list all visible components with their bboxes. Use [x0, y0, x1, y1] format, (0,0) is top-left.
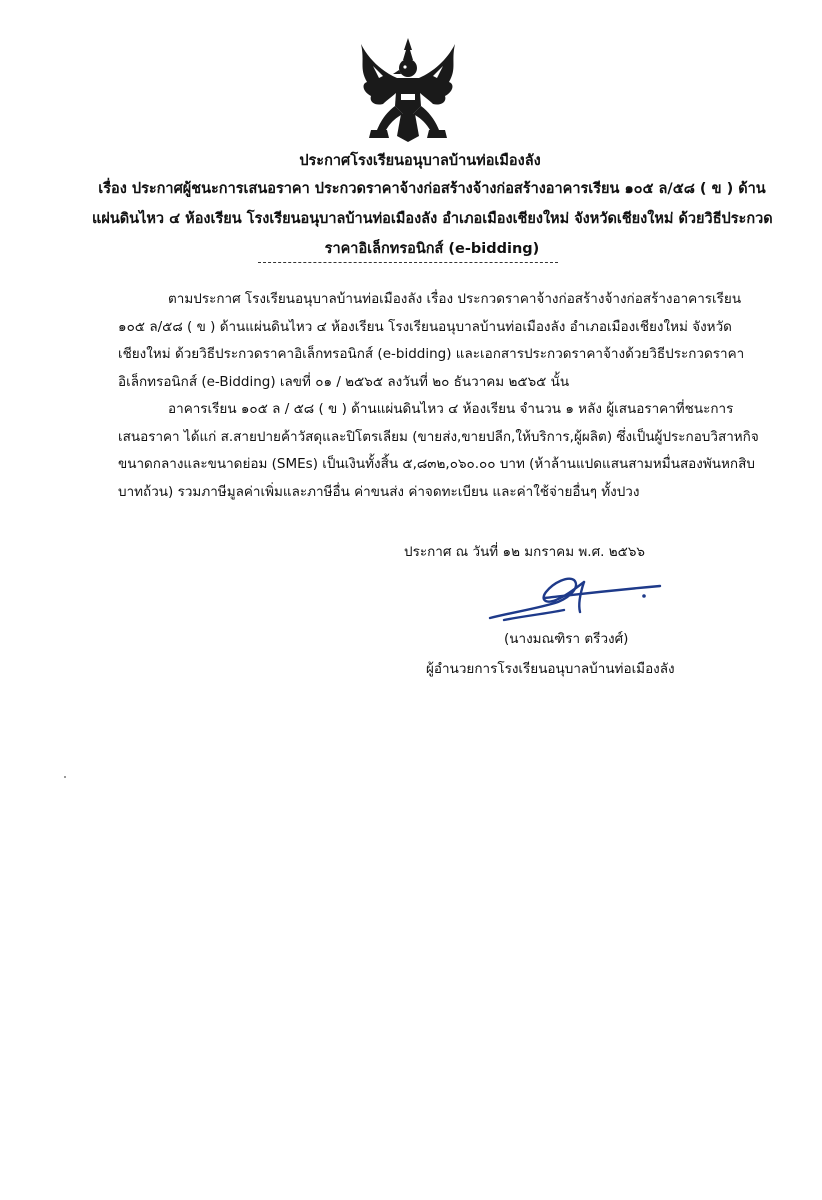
- signer-name: (นางมณฑิรา ตรีวงศ์): [504, 631, 629, 647]
- subject-line: เรื่อง ประกาศผู้ชนะการเสนอราคา ประกวดราคาจ้างก่อสร้างจ้างก่อสร้างอาคารเรียน ๑๐๕ ล/๕๘ ( ข ) ด้าน: [98, 181, 766, 197]
- announcement-date: ประกาศ ณ วันที่ ๑๒ มกราคม พ.ศ. ๒๕๖๖: [404, 544, 645, 560]
- paragraph-line: บาทถ้วน) รวมภาษีมูลค่าเพิ่มและภาษีอื่น ค่าขนส่ง ค่าจดทะเบียน และค่าใช้จ่ายอื่นๆ ทั้งปวง: [118, 483, 640, 500]
- signer-position: ผู้อำนวยการโรงเรียนอนุบาลบ้านท่อเมืองลัง: [426, 661, 675, 677]
- scan-speck: [64, 776, 66, 778]
- garuda-emblem-icon: [353, 36, 463, 144]
- subject-line: แผ่นดินไหว ๔ ห้องเรียน โรงเรียนอนุบาลบ้านท่อเมืองลัง อำเภอเมืองเชียงใหม่ จังหวัดเชียงใหม่ ด้วยวิธีประกวด: [92, 211, 773, 227]
- paragraph-line: ขนาดกลางและขนาดย่อม (SMEs) เป็นเงินทั้งสิ้น ๕,๘๓๒,๐๖๐.๐๐ บาท (ห้าล้านแปดแสนสามหมื่นสองพันหกสิบ: [118, 456, 755, 472]
- paragraph-line: เชียงใหม่ ด้วยวิธีประกวดราคาอิเล็กทรอนิกส์ (e-bidding) และเอกสารประกวดราคาจ้างด้วยวิธีประกวดราคา: [118, 346, 745, 362]
- announcement-title: ประกาศโรงเรียนอนุบาลบ้านท่อเมืองลัง: [299, 153, 541, 169]
- body-paragraph-1: [118, 286, 745, 396]
- signature-image: [484, 572, 664, 624]
- paragraph-line: ตามประกาศ โรงเรียนอนุบาลบ้านท่อเมืองลัง เรื่อง ประกวดราคาจ้างก่อสร้างจ้างก่อสร้างอาคารเรียน: [168, 291, 742, 307]
- subject-line: ราคาอิเล็กทรอนิกส์ (e-bidding): [324, 241, 540, 257]
- paragraph-line: เสนอราคา ได้แก่ ส.สายปายค้าวัสดุและปิโตรเลียม (ขายส่ง,ขายปลีก,ให้บริการ,ผู้ผลิต) ซึ่งเป็นผู้ประกอบวิสาหกิจ: [118, 428, 759, 445]
- separator-line: [258, 262, 558, 263]
- paragraph-line: ๑๐๕ ล/๕๘ ( ข ) ด้านแผ่นดินไหว ๔ ห้องเรียน โรงเรียนอนุบาลบ้านท่อเมืองลัง อำเภอเมืองเชียงใหม่ จังหวัด: [118, 318, 732, 335]
- body-paragraph-2: [118, 396, 759, 506]
- paragraph-line: อาคารเรียน ๑๐๕ ล / ๕๘ ( ข ) ด้านแผ่นดินไหว ๔ ห้องเรียน จำนวน ๑ หลัง ผู้เสนอราคาที่ชนะการ: [168, 401, 734, 417]
- announcement-subject: [92, 174, 772, 264]
- paragraph-line: อิเล็กทรอนิกส์ (e-Bidding) เลขที่ ๐๑ / ๒๕๖๕ ลงวันที่ ๒๐ ธันวาคม ๒๕๖๕ นั้น: [118, 373, 570, 390]
